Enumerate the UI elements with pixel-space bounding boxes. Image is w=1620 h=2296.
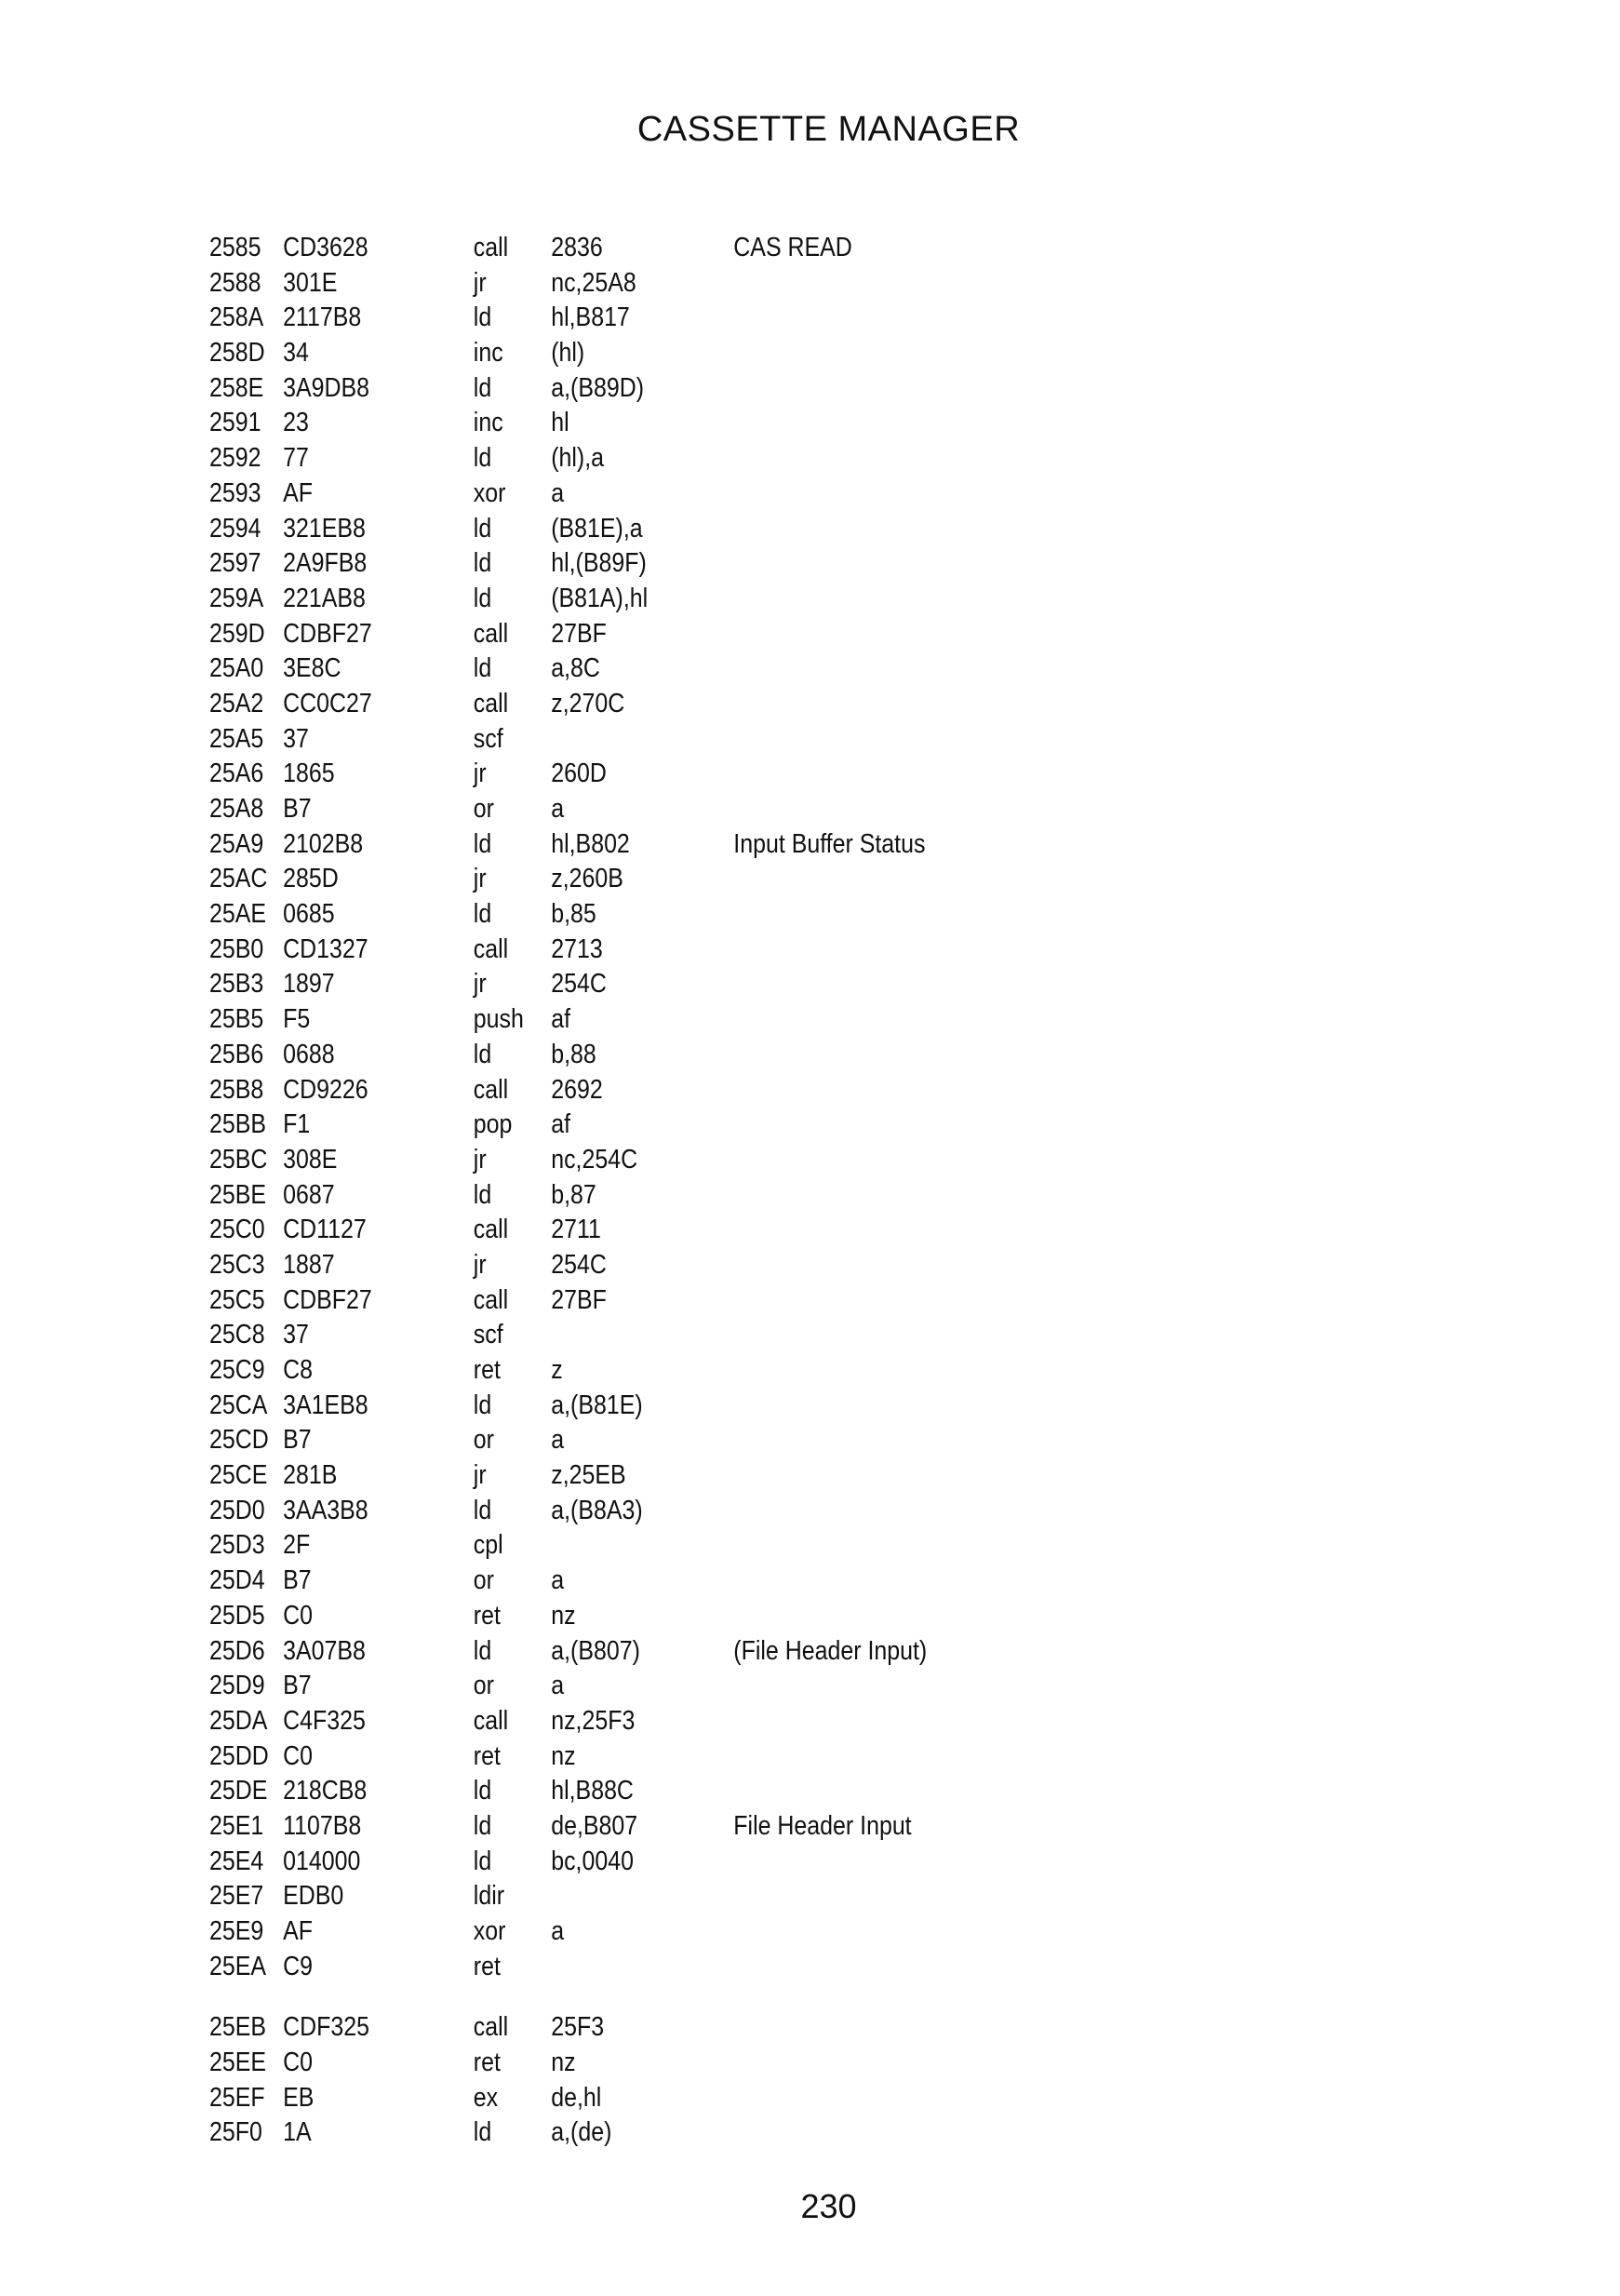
- mnemonic-cell: ld: [473, 1846, 492, 1876]
- mnemonic-cell: scf: [473, 1320, 503, 1350]
- address-cell: 25BC: [209, 1144, 268, 1175]
- mnemonic-cell: call: [473, 688, 509, 718]
- listing-row: [209, 1073, 1170, 1108]
- address-cell: 25E1: [209, 1810, 264, 1841]
- opcode-bytes-cell: C8: [283, 1355, 314, 1385]
- mnemonic-cell: ld: [473, 513, 492, 544]
- operand-cell: b,85: [551, 899, 596, 930]
- mnemonic-cell: jr: [473, 969, 487, 1000]
- listing-row: [209, 617, 1170, 652]
- operand-cell: b,88: [551, 1039, 596, 1069]
- address-cell: 25B5: [209, 1004, 264, 1035]
- operand-cell: a,(B89D): [551, 372, 645, 403]
- address-cell: 25E7: [209, 1881, 264, 1912]
- address-cell: 25CA: [209, 1390, 268, 1420]
- opcode-bytes-cell: 77: [283, 443, 309, 474]
- opcode-bytes-cell: 3AA3B8: [283, 1495, 368, 1525]
- opcode-bytes-cell: CDF325: [283, 2012, 369, 2043]
- mnemonic-cell: ld: [473, 653, 492, 684]
- listing-row: [209, 1494, 1170, 1529]
- listing-row: [209, 477, 1170, 512]
- opcode-bytes-cell: CDBF27: [283, 1284, 372, 1315]
- listing-row: [209, 1143, 1170, 1178]
- address-cell: 25B0: [209, 933, 264, 964]
- listing-row: [209, 1353, 1170, 1389]
- page-title: CASSETTE MANAGER: [636, 110, 1021, 149]
- address-cell: 25C3: [209, 1249, 265, 1280]
- mnemonic-cell: ld: [473, 1390, 492, 1420]
- listing-row: [209, 722, 1170, 758]
- opcode-bytes-cell: 1A: [283, 2117, 312, 2148]
- address-cell: 25DE: [209, 1776, 268, 1806]
- mnemonic-cell: ret: [473, 1740, 501, 1771]
- listing-row: [209, 301, 1170, 336]
- operand-cell: a: [551, 1565, 565, 1596]
- operand-cell: af: [551, 1109, 571, 1140]
- mnemonic-cell: ld: [473, 828, 492, 859]
- address-cell: 25AC: [209, 864, 268, 894]
- address-cell: 25A2: [209, 688, 264, 718]
- mnemonic-cell: ld: [473, 1039, 492, 1069]
- opcode-bytes-cell: B7: [283, 794, 312, 824]
- listing-row: [209, 1704, 1170, 1739]
- address-cell: 25C8: [209, 1320, 265, 1350]
- opcode-bytes-cell: 321EB8: [283, 513, 366, 544]
- mnemonic-cell: jr: [473, 267, 487, 298]
- address-cell: 25E9: [209, 1916, 264, 1946]
- mnemonic-cell: ld: [473, 1635, 492, 1666]
- operand-cell: z,25EB: [551, 1460, 626, 1491]
- listing-row: [209, 441, 1170, 477]
- operand-cell: 27BF: [551, 1284, 607, 1315]
- listing-row: [209, 1528, 1170, 1564]
- listing-row: [209, 1669, 1170, 1704]
- address-cell: 25D5: [209, 1600, 265, 1631]
- operand-cell: a,(B8A3): [551, 1495, 643, 1525]
- operand-cell: nz,25F3: [551, 1705, 636, 1736]
- mnemonic-cell: ld: [473, 1776, 492, 1806]
- listing-row: [209, 546, 1170, 582]
- operand-cell: hl: [551, 408, 569, 438]
- opcode-bytes-cell: 23: [283, 408, 309, 438]
- operand-cell: a: [551, 794, 565, 824]
- operand-cell: 254C: [551, 1249, 607, 1280]
- opcode-bytes-cell: 1897: [283, 969, 335, 1000]
- operand-cell: 25F3: [551, 2012, 605, 2043]
- opcode-bytes-cell: F1: [283, 1109, 311, 1140]
- listing-row: [209, 1389, 1170, 1424]
- opcode-bytes-cell: 285D: [283, 864, 339, 894]
- address-cell: 25CE: [209, 1460, 268, 1491]
- listing-row: [209, 1599, 1170, 1634]
- operand-cell: a,8C: [551, 653, 600, 684]
- opcode-bytes-cell: 2F: [283, 1530, 311, 1561]
- address-cell: 25C9: [209, 1355, 265, 1385]
- opcode-bytes-cell: CD1127: [283, 1215, 367, 1245]
- listing-row: [209, 1634, 1170, 1670]
- listing-row: [209, 651, 1170, 687]
- address-cell: 25B6: [209, 1039, 264, 1069]
- opcode-bytes-cell: EDB0: [283, 1881, 344, 1912]
- listing-row: [209, 336, 1170, 371]
- opcode-bytes-cell: 1865: [283, 759, 335, 789]
- opcode-bytes-cell: 308E: [283, 1144, 338, 1175]
- operand-cell: hl,(B89F): [551, 548, 647, 579]
- address-cell: 258D: [209, 338, 265, 369]
- operand-cell: a: [551, 1671, 565, 1701]
- listing-row: [209, 2115, 1170, 2151]
- opcode-bytes-cell: 0685: [283, 899, 335, 930]
- opcode-bytes-cell: C4F325: [283, 1705, 366, 1736]
- mnemonic-cell: ld: [473, 302, 492, 333]
- mnemonic-cell: ld: [473, 372, 492, 403]
- listing-row: [209, 1914, 1170, 1950]
- comment-cell: (File Header Input): [733, 1635, 928, 1666]
- listing-row: [209, 862, 1170, 897]
- mnemonic-cell: ld: [473, 548, 492, 579]
- mnemonic-cell: jr: [473, 1249, 487, 1280]
- operand-cell: 254C: [551, 969, 607, 1000]
- opcode-bytes-cell: C9: [283, 1951, 314, 1981]
- mnemonic-cell: pop: [473, 1109, 513, 1140]
- operand-cell: nz: [551, 1740, 576, 1771]
- opcode-bytes-cell: 1887: [283, 1249, 335, 1280]
- operand-cell: bc,0040: [551, 1846, 634, 1876]
- opcode-bytes-cell: CC0C27: [283, 688, 372, 718]
- address-cell: 25B3: [209, 969, 264, 1000]
- address-cell: 2585: [209, 233, 261, 262]
- listing-row: [209, 687, 1170, 722]
- address-cell: 25AE: [209, 899, 267, 930]
- listing-row: [209, 757, 1170, 792]
- address-cell: 25E4: [209, 1846, 264, 1876]
- address-cell: 25B8: [209, 1074, 264, 1105]
- address-cell: 25D4: [209, 1565, 265, 1596]
- operand-cell: a,(de): [551, 2117, 612, 2148]
- operand-cell: 2713: [551, 933, 603, 964]
- comment-cell: CAS READ: [733, 233, 852, 262]
- opcode-bytes-cell: 2102B8: [283, 828, 364, 859]
- address-cell: 25A5: [209, 723, 264, 754]
- operand-cell: nz: [551, 2048, 576, 2078]
- operand-cell: 2711: [551, 1215, 601, 1245]
- address-cell: 2597: [209, 548, 261, 579]
- mnemonic-cell: or: [473, 1671, 494, 1701]
- address-cell: 25CD: [209, 1425, 269, 1456]
- listing-row: [209, 1002, 1170, 1038]
- listing-row: [209, 967, 1170, 1002]
- mnemonic-cell: ld: [473, 1495, 492, 1525]
- address-cell: 25D0: [209, 1495, 265, 1525]
- address-cell: 2588: [209, 267, 261, 298]
- page-number: 230: [800, 2187, 857, 2225]
- opcode-bytes-cell: 221AB8: [283, 583, 366, 613]
- mnemonic-cell: call: [473, 1284, 509, 1315]
- operand-cell: (hl): [551, 338, 585, 369]
- operand-cell: z: [551, 1355, 563, 1385]
- listing-row: [209, 827, 1170, 863]
- opcode-bytes-cell: CD1327: [283, 933, 368, 964]
- comment-cell: Input Buffer Status: [733, 828, 926, 859]
- mnemonic-cell: call: [473, 933, 509, 964]
- opcode-bytes-cell: 3A1EB8: [283, 1390, 368, 1420]
- listing-row: [209, 1213, 1170, 1248]
- mnemonic-cell: ret: [473, 1600, 501, 1631]
- listing-row: [209, 266, 1170, 302]
- mnemonic-cell: ld: [473, 443, 492, 474]
- listing-row: [209, 792, 1170, 827]
- address-cell: 25BB: [209, 1109, 267, 1140]
- listing-row: [209, 1879, 1170, 1914]
- opcode-bytes-cell: 34: [283, 338, 309, 369]
- address-cell: 259D: [209, 618, 265, 649]
- operand-cell: hl,B88C: [551, 1776, 634, 1806]
- address-cell: 25D3: [209, 1530, 265, 1561]
- operand-cell: a,(B81E): [551, 1390, 643, 1420]
- operand-cell: de,B807: [551, 1810, 638, 1841]
- address-cell: 25DD: [209, 1740, 269, 1771]
- opcode-bytes-cell: 1107B8: [283, 1810, 362, 1841]
- mnemonic-cell: ld: [473, 1810, 492, 1841]
- address-cell: 25A0: [209, 653, 264, 684]
- mnemonic-cell: ld: [473, 1179, 492, 1210]
- listing-row: [209, 231, 1170, 266]
- address-cell: 25A9: [209, 828, 264, 859]
- opcode-bytes-cell: AF: [283, 1916, 313, 1946]
- listing-row: [209, 1038, 1170, 1073]
- operand-cell: 2836: [551, 233, 603, 262]
- mnemonic-cell: scf: [473, 723, 503, 754]
- mnemonic-cell: xor: [473, 477, 506, 508]
- opcode-bytes-cell: 0687: [283, 1179, 335, 1210]
- operand-cell: a: [551, 477, 565, 508]
- address-cell: 259A: [209, 583, 264, 613]
- address-cell: 2592: [209, 443, 261, 474]
- listing-row: [209, 1108, 1170, 1143]
- mnemonic-cell: jr: [473, 1460, 487, 1491]
- opcode-bytes-cell: 2117B8: [283, 302, 362, 333]
- listing-row: [209, 1950, 1170, 1985]
- listing-row: [209, 1564, 1170, 1599]
- address-cell: 25EB: [209, 2012, 267, 2043]
- mnemonic-cell: or: [473, 794, 494, 824]
- opcode-bytes-cell: CDBF27: [283, 618, 372, 649]
- opcode-bytes-cell: 3A9DB8: [283, 372, 370, 403]
- listing-row: [209, 1739, 1170, 1775]
- operand-cell: z,270C: [551, 688, 625, 718]
- address-cell: 258E: [209, 372, 264, 403]
- mnemonic-cell: or: [473, 1565, 494, 1596]
- opcode-bytes-cell: B7: [283, 1671, 312, 1701]
- opcode-bytes-cell: B7: [283, 1425, 312, 1456]
- opcode-bytes-cell: EB: [283, 2082, 315, 2113]
- mnemonic-cell: ex: [473, 2082, 499, 2113]
- listing-row: [209, 933, 1170, 968]
- mnemonic-cell: cpl: [473, 1530, 503, 1561]
- listing-row: [209, 1283, 1170, 1319]
- mnemonic-cell: xor: [473, 1916, 506, 1946]
- listing-row: [209, 2046, 1170, 2081]
- address-cell: 25C0: [209, 1215, 265, 1245]
- opcode-bytes-cell: C0: [283, 1740, 314, 1771]
- address-cell: 2593: [209, 477, 261, 508]
- address-cell: 25D6: [209, 1635, 265, 1666]
- opcode-bytes-cell: AF: [283, 477, 313, 508]
- mnemonic-cell: ld: [473, 583, 492, 613]
- mnemonic-cell: ld: [473, 899, 492, 930]
- opcode-bytes-cell: C0: [283, 1600, 314, 1631]
- operand-cell: 2692: [551, 1074, 603, 1105]
- opcode-bytes-cell: 301E: [283, 267, 338, 298]
- address-cell: 25EE: [209, 2048, 267, 2078]
- address-cell: 258A: [209, 302, 264, 333]
- mnemonic-cell: jr: [473, 1144, 487, 1175]
- operand-cell: nc,25A8: [551, 267, 636, 298]
- listing-row: [209, 512, 1170, 547]
- operand-cell: hl,B817: [551, 302, 630, 333]
- listing-row: [209, 1248, 1170, 1283]
- opcode-bytes-cell: C0: [283, 2048, 314, 2078]
- mnemonic-cell: call: [473, 1215, 509, 1245]
- mnemonic-cell: call: [473, 1705, 509, 1736]
- listing-row: [209, 897, 1170, 933]
- operand-cell: nz: [551, 1600, 576, 1631]
- address-cell: 25EF: [209, 2082, 265, 2113]
- listing-row: [209, 371, 1170, 407]
- opcode-bytes-cell: 37: [283, 1320, 309, 1350]
- address-cell: 25BE: [209, 1179, 267, 1210]
- opcode-bytes-cell: CD9226: [283, 1074, 368, 1105]
- opcode-bytes-cell: 2A9FB8: [283, 548, 368, 579]
- operand-cell: 260D: [551, 759, 607, 789]
- opcode-bytes-cell: 281B: [283, 1460, 338, 1491]
- mnemonic-cell: or: [473, 1425, 494, 1456]
- operand-cell: af: [551, 1004, 571, 1035]
- operand-cell: a: [551, 1916, 565, 1946]
- mnemonic-cell: ld: [473, 2117, 492, 2148]
- address-cell: 25DA: [209, 1705, 268, 1736]
- mnemonic-cell: ret: [473, 1355, 501, 1385]
- operand-cell: z,260B: [551, 864, 623, 894]
- listing-row: [209, 1774, 1170, 1809]
- listing-row: [209, 2081, 1170, 2116]
- address-cell: 25A8: [209, 794, 264, 824]
- opcode-bytes-cell: B7: [283, 1565, 312, 1596]
- mnemonic-cell: jr: [473, 864, 487, 894]
- opcode-bytes-cell: 37: [283, 723, 309, 754]
- comment-cell: File Header Input: [733, 1810, 912, 1841]
- opcode-bytes-cell: 014000: [283, 1846, 361, 1876]
- opcode-bytes-cell: CD3628: [283, 233, 368, 262]
- opcode-bytes-cell: 3E8C: [283, 653, 341, 684]
- operand-cell: b,87: [551, 1179, 596, 1210]
- mnemonic-cell: inc: [473, 338, 503, 369]
- address-cell: 25D9: [209, 1671, 265, 1701]
- address-cell: 25A6: [209, 759, 264, 789]
- address-cell: 2591: [209, 408, 261, 438]
- mnemonic-cell: call: [473, 2012, 509, 2043]
- mnemonic-cell: call: [473, 618, 509, 649]
- mnemonic-cell: push: [473, 1004, 524, 1035]
- opcode-bytes-cell: 0688: [283, 1039, 335, 1069]
- listing-row: [209, 1458, 1170, 1494]
- operand-cell: hl,B802: [551, 828, 630, 859]
- listing-row: [209, 582, 1170, 617]
- operand-cell: 27BF: [551, 618, 607, 649]
- address-cell: 25EA: [209, 1951, 267, 1981]
- operand-cell: (hl),a: [551, 443, 605, 474]
- mnemonic-cell: jr: [473, 759, 487, 789]
- operand-cell: (B81E),a: [551, 513, 643, 544]
- opcode-bytes-cell: 3A07B8: [283, 1635, 366, 1666]
- mnemonic-cell: ret: [473, 2048, 501, 2078]
- operand-cell: a: [551, 1425, 565, 1456]
- listing-row: [209, 406, 1170, 441]
- address-cell: 25F0: [209, 2117, 262, 2148]
- mnemonic-cell: inc: [473, 408, 503, 438]
- disassembly-listing: [209, 231, 1326, 2151]
- mnemonic-cell: ret: [473, 1951, 501, 1981]
- opcode-bytes-cell: 218CB8: [283, 1776, 368, 1806]
- operand-cell: de,hl: [551, 2082, 602, 2113]
- listing-row: [209, 1809, 1170, 1845]
- listing-row: [209, 2010, 1170, 2046]
- mnemonic-cell: call: [473, 233, 509, 262]
- address-cell: 2594: [209, 513, 261, 544]
- address-cell: 25C5: [209, 1284, 265, 1315]
- mnemonic-cell: call: [473, 1074, 509, 1105]
- mnemonic-cell: ldir: [473, 1881, 505, 1912]
- operand-cell: a,(B807): [551, 1635, 640, 1666]
- listing-row: [209, 1178, 1170, 1214]
- listing-row: [209, 1423, 1170, 1458]
- listing-row: [209, 1318, 1170, 1353]
- listing-row: [209, 1845, 1170, 1880]
- opcode-bytes-cell: F5: [283, 1004, 311, 1035]
- operand-cell: nc,254C: [551, 1144, 638, 1175]
- operand-cell: (B81A),hl: [551, 583, 649, 613]
